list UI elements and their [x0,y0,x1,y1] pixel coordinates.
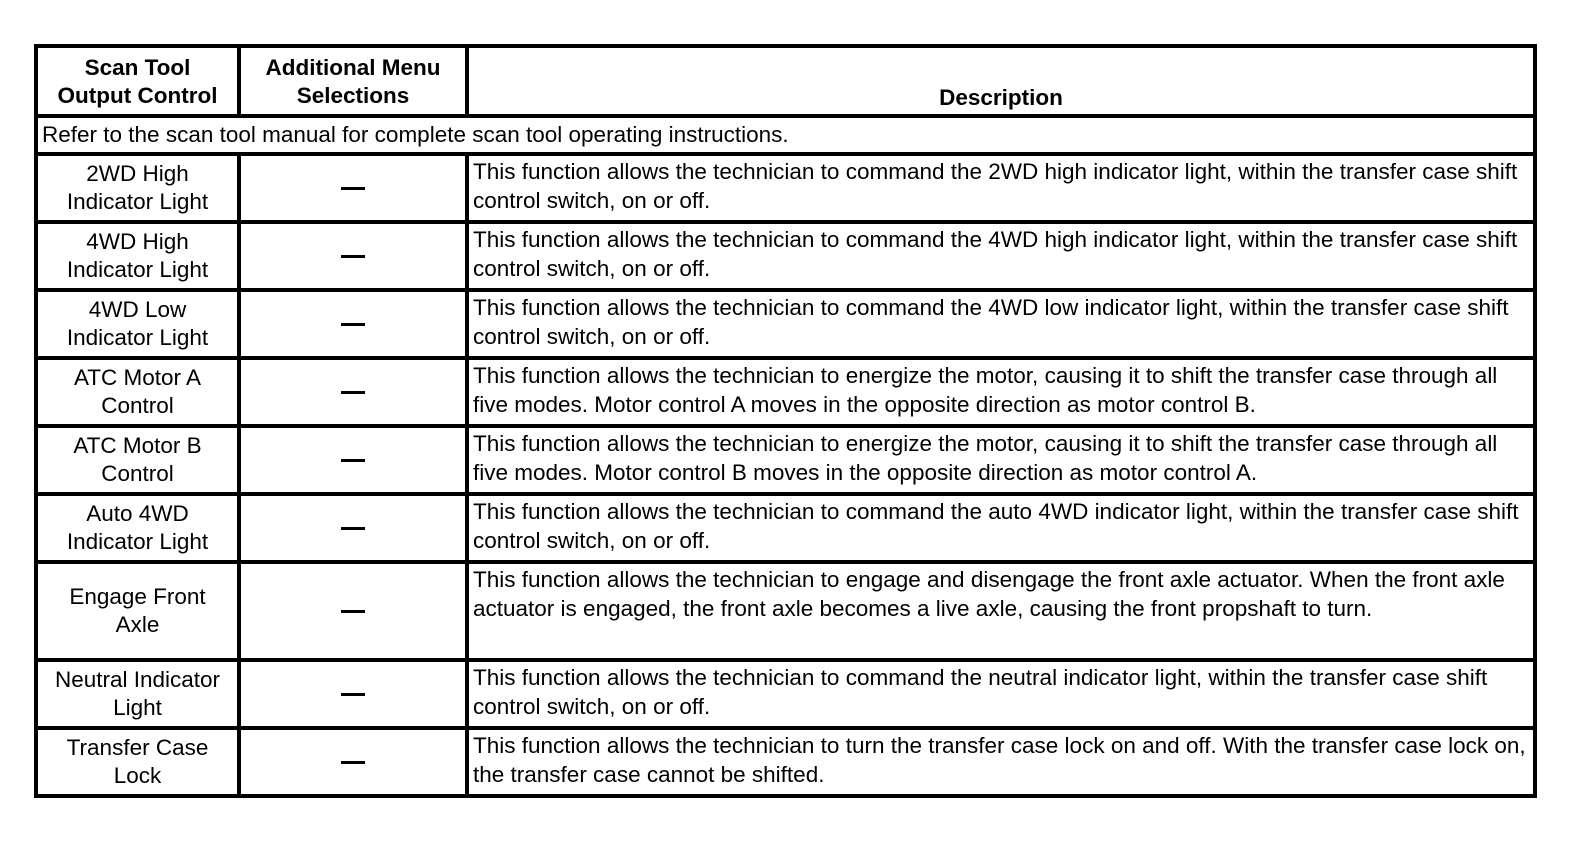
header-description: Description [467,46,1535,116]
output-control-name [36,426,239,494]
menu-selection-cell [239,358,467,426]
output-control-name-line-2: Control [101,393,174,418]
menu-selection-dash [341,459,365,462]
output-control-name [36,222,239,290]
output-control-name [36,660,239,728]
output-control-name-line-1: Auto 4WD [86,500,189,526]
menu-selection-cell [239,660,467,728]
menu-selection-dash [341,323,365,326]
output-control-name-line-1: Engage Front [69,583,206,609]
table-row [36,358,1535,426]
output-control-name-line-1: Neutral Indicator [54,666,221,692]
table-row [36,154,1535,222]
menu-selection-cell [239,426,467,494]
table-row [36,660,1535,728]
output-control-name [36,290,239,358]
menu-selection-dash [341,255,365,258]
menu-selection-dash [341,761,365,764]
output-control-name-line-1: ATC Motor A [73,364,202,390]
menu-selection-dash [341,527,365,530]
table-row [36,290,1535,358]
output-control-name-line-1: 4WD Low [88,296,187,322]
menu-selection-cell [239,290,467,358]
output-control-name-line-1: ATC Motor B [73,432,202,458]
header-menu-selections-line-1: Additional Menu [265,54,441,80]
menu-selection-cell [239,494,467,562]
description-cell: This function allows the technician to turn the transfer case lock on and off. With the transfer case lock on, the transfer case cannot be shifted. [467,728,1535,796]
description-cell: This function allows the technician to command the 2WD high indicator light, within the transfer case shift control switch, on or off. [467,154,1535,222]
table-row [36,426,1535,494]
output-control-name-line-2: Indicator Light [66,189,209,214]
description-cell: This function allows the technician to command the 4WD low indicator light, within the transfer case shift control switch, on or off. [467,290,1535,358]
output-control-name-line-2: Indicator Light [66,529,209,554]
description-cell: This function allows the technician to command the neutral indicator light, within the transfer case shift control switch, on or off. [467,660,1535,728]
output-control-name [36,358,239,426]
table-row [36,728,1535,796]
description-cell: This function allows the technician to energize the motor, causing it to shift the transfer case through all five modes. Motor control B moves in the opposite direction as motor control A. [467,426,1535,494]
menu-selection-cell [239,562,467,660]
table-row [36,222,1535,290]
description-cell: This function allows the technician to engage and disengage the front axle actuator. When the front axle actuator is engaged, the front axle becomes a live axle, causing the front propshaft to turn. [467,562,1535,660]
output-control-name-line-2: Control [101,461,174,486]
output-control-name-line-1: 4WD High [86,228,189,254]
output-control-name-line-1: 2WD High [86,160,189,186]
header-output-control-line-1: Scan Tool [84,54,191,80]
output-control-name [36,562,239,660]
description-cell: This function allows the technician to energize the motor, causing it to shift the transfer case through all five modes. Motor control A moves in the opposite direction as motor control B. [467,358,1535,426]
output-control-name [36,728,239,796]
menu-selection-cell [239,222,467,290]
menu-selection-dash [341,391,365,394]
menu-selection-cell [239,728,467,796]
header-output-control-line-2: Output Control [57,83,218,108]
output-control-name-line-1: Transfer Case [66,734,209,760]
output-control-name-line-2: Axle [115,612,160,637]
description-cell: This function allows the technician to command the 4WD high indicator light, within the transfer case shift control switch, on or off. [467,222,1535,290]
header-menu-selections-line-2: Selections [296,83,410,108]
note-text: Refer to the scan tool manual for complete scan tool operating instructions. [36,116,1535,154]
header-row [36,46,1535,116]
header-menu-selections [239,46,467,116]
table-row [36,562,1535,660]
menu-selection-dash [341,610,365,613]
menu-selection-dash [341,187,365,190]
header-output-control [36,46,239,116]
table-row [36,494,1535,562]
note-row [36,116,1535,154]
output-control-name-line-2: Lock [113,763,162,788]
scan-tool-output-control-table [34,44,1537,798]
scan-tool-output-control-table-wrapper [34,44,1533,798]
description-cell: This function allows the technician to command the auto 4WD indicator light, within the transfer case shift control switch, on or off. [467,494,1535,562]
output-control-name [36,154,239,222]
output-control-name-line-2: Indicator Light [66,325,209,350]
output-control-name-line-2: Indicator Light [66,257,209,282]
output-control-name-line-2: Light [113,695,162,720]
menu-selection-dash [341,693,365,696]
menu-selection-cell [239,154,467,222]
output-control-name [36,494,239,562]
